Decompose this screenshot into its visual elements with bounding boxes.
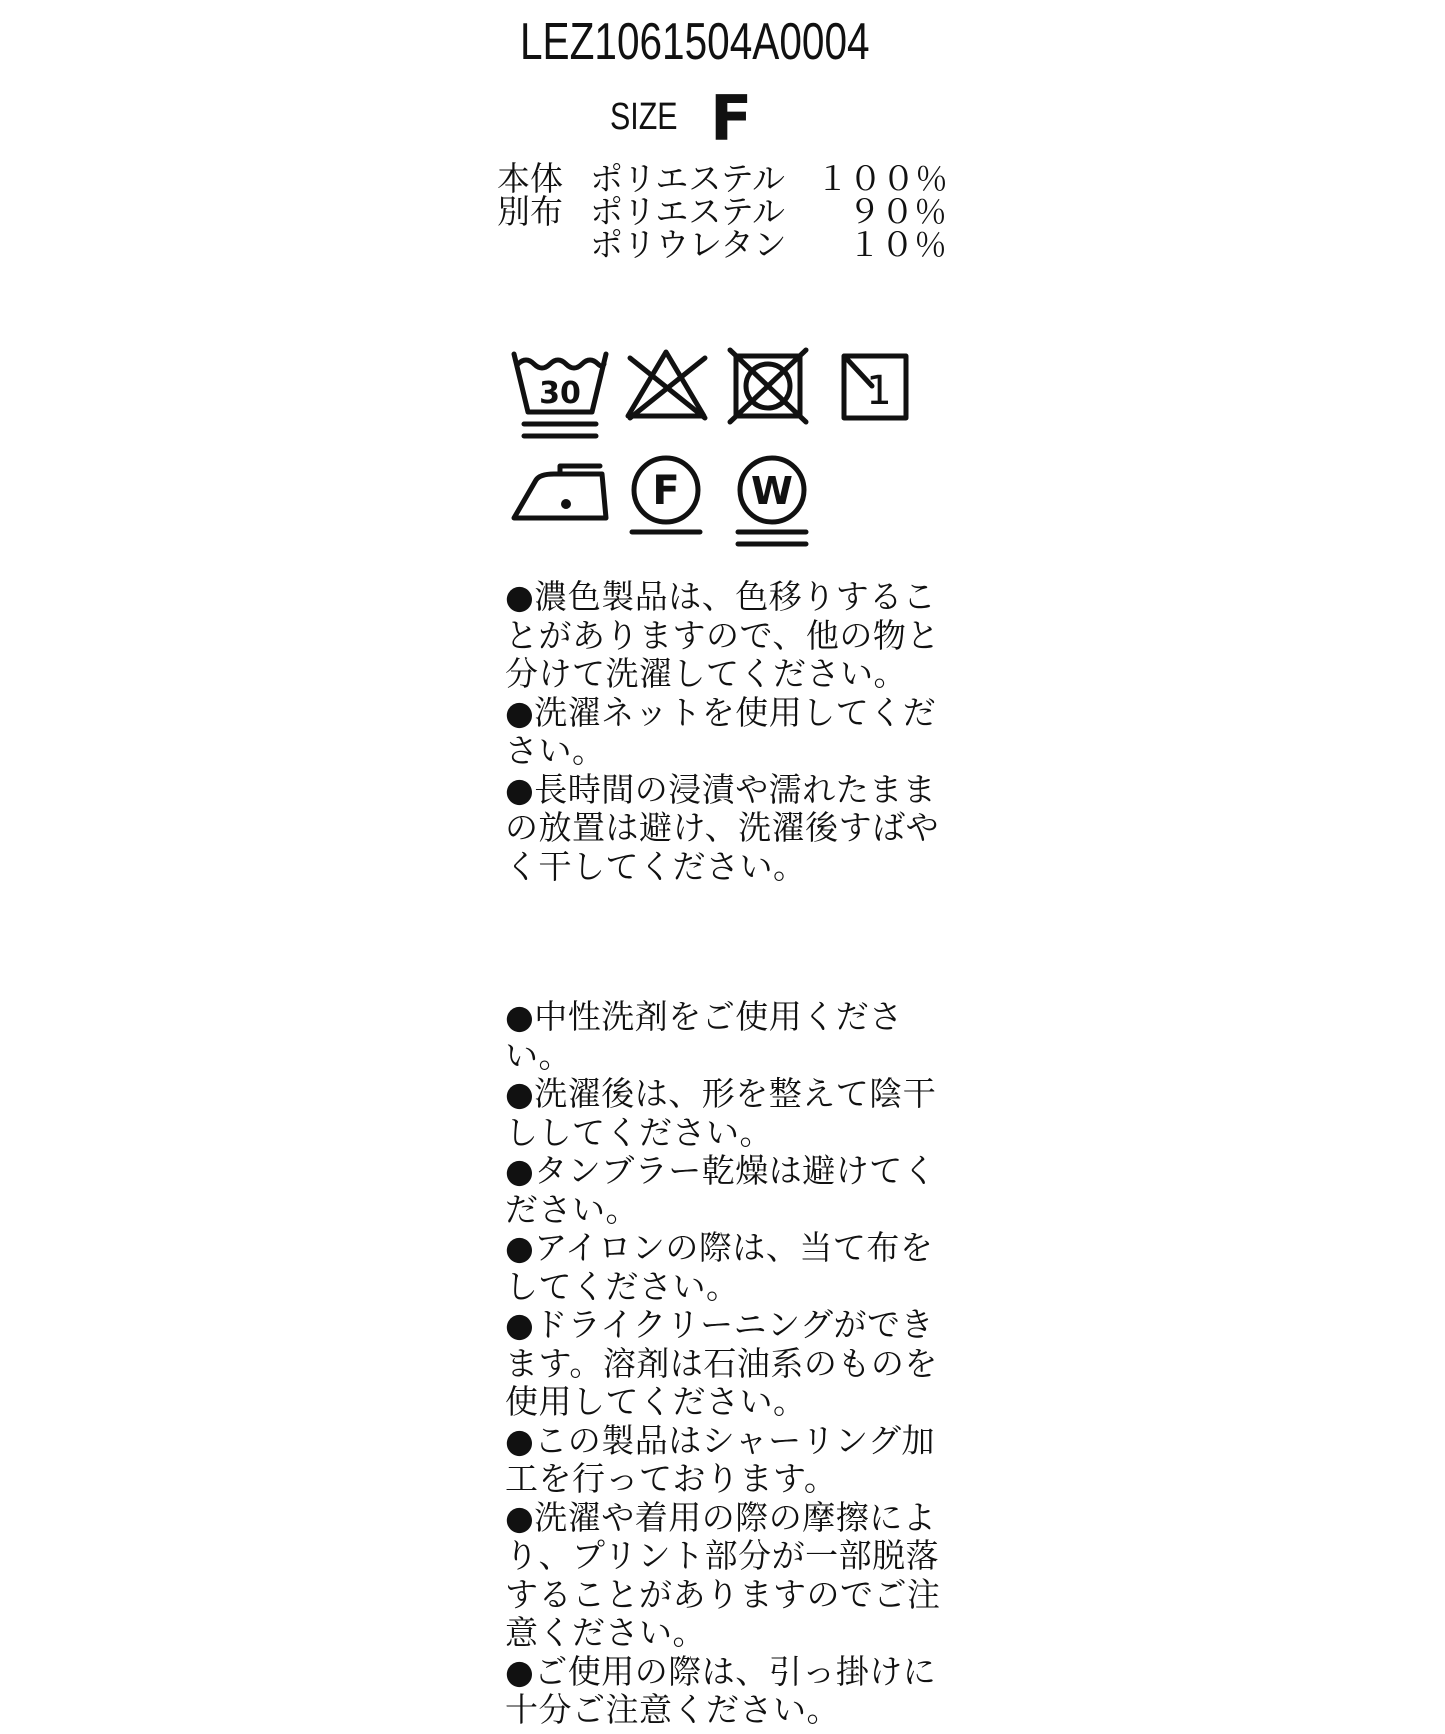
composition-part: 本体	[497, 159, 563, 198]
composition-percent: １０％	[848, 225, 947, 264]
wash-temperature-text: 30	[539, 376, 581, 411]
iron-low-icon	[514, 466, 606, 518]
composition-material: ポリエステル	[590, 159, 786, 198]
tumble-dry-number-text: 1	[866, 368, 892, 414]
composition-percent: ９０％	[848, 192, 947, 231]
composition-percent: １００％	[816, 159, 948, 198]
no-bleach-icon	[628, 352, 705, 418]
wet-clean-letter: W	[751, 469, 793, 513]
care-notes-group-1	[505, 578, 945, 886]
care-note: ●この製品はシャーリング加工を行っております。	[505, 1420, 935, 1498]
care-note: ●ドライクリーニングができます。溶剤は石油系のものを使用してください。	[505, 1305, 938, 1421]
care-symbols	[500, 340, 940, 560]
care-note: ●アイロンの際は、当て布をしてください。	[505, 1228, 934, 1306]
shade-dry-icon	[844, 356, 906, 418]
care-note: ●タンブラー乾燥は避けてください。	[505, 1151, 937, 1229]
dry-clean-f-icon	[632, 458, 700, 532]
care-note: ●洗濯や着用の際の摩擦により、プリント部分が一部脱落することがありますのでご注意ください。	[505, 1497, 941, 1652]
care-notes-group-2	[505, 998, 945, 1730]
composition-material: ポリエステル	[590, 192, 786, 231]
product-code: LEZ1061504A0004	[520, 13, 870, 71]
care-note: ●洗濯ネットを使用してください。	[505, 692, 937, 770]
no-tumble-dry-icon	[730, 350, 806, 422]
care-note: ●長時間の浸漬や濡れたままの放置は避け、洗濯後すばやく干してください。	[505, 769, 940, 886]
care-note: ●中性洗剤をご使用ください。	[505, 997, 903, 1075]
wet-clean-w-icon	[738, 458, 806, 544]
dry-clean-letter: F	[652, 468, 680, 514]
care-note: ●ご使用の際は、引っ掛けに十分ご注意ください。	[505, 1651, 937, 1729]
size-label: SIZE	[610, 96, 678, 138]
size-value: F	[710, 82, 753, 155]
composition-material: ポリウレタン	[590, 225, 787, 264]
care-note: ●濃色製品は、色移りすることがありますので、他の物と分けて洗濯してください。	[505, 577, 940, 693]
care-note: ●洗濯後は、形を整えて陰干ししてください。	[505, 1074, 937, 1152]
wash-tub-30-gentle-icon	[514, 354, 606, 436]
composition-part: 別布	[497, 192, 563, 231]
